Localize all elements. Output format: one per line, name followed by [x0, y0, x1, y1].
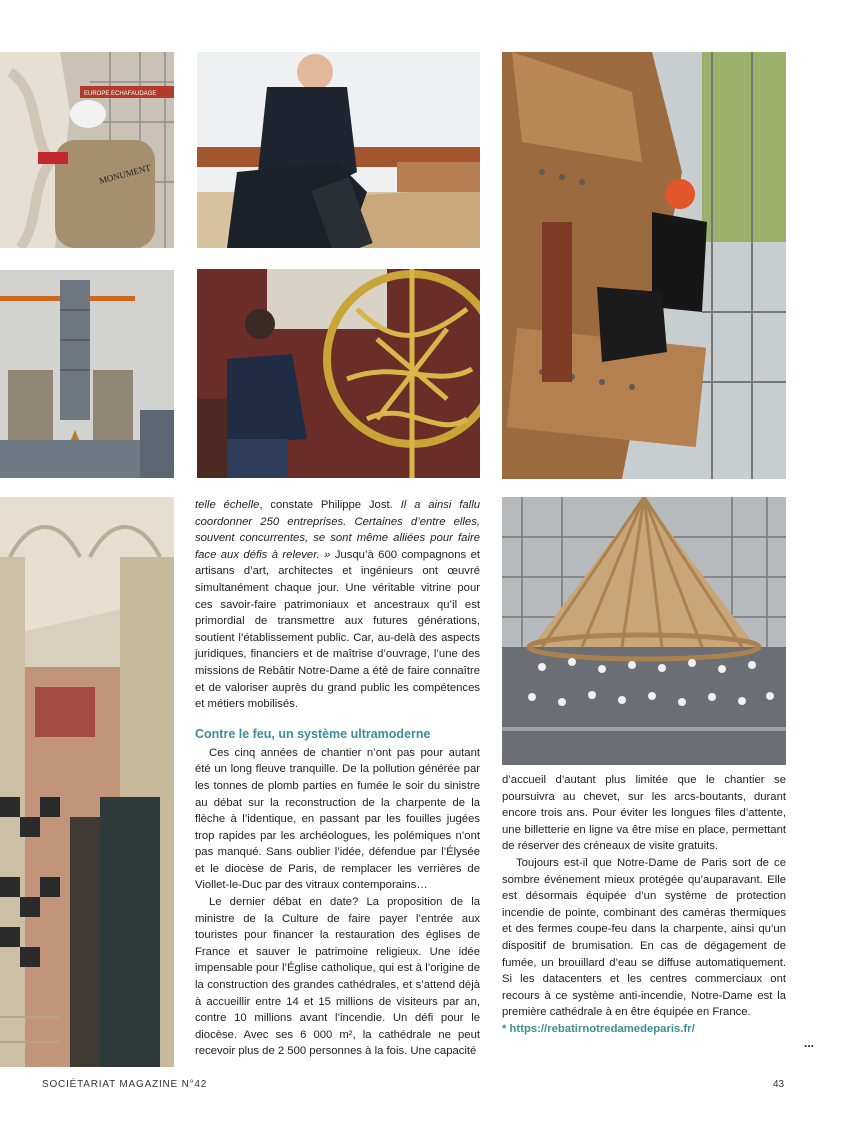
banner-text: EUROPE ECHAFAUDAGE [84, 91, 157, 97]
paragraph-1 [195, 497, 480, 713]
lead-text: , constate Philippe Jost. [259, 499, 401, 511]
paragraph-4: d’accueil d’autant plus limitée que le chantier se poursuivra au chevet, sur les arcs-boutants, durant encore trois ans. Pour éviter les longues files d’attente, une billetterie en ligne va être mise en place, permettant de réserver des créneaux de visite gratuits. [502, 774, 786, 853]
photo-climber [502, 52, 786, 479]
paragraph-5: Toujours est-il que Notre-Dame de Paris sort de ce sombre événement mieux protégée qu’auparavant. Elle est désormais équipée d’un système de protection incendie de pointe, combinant des caméras thermiques et des fermes coupe-feu dans la charpente, ainsi qu’un dispositif de brumisation. En cas de dégagement de fumée, un brouillard d’eau se diffuse automatiquement. Si les datacenters et les centres commerciaux ont recours à ce système anti-incendie, Notre-Dame est la première cathédrale à en être équipée en France. [502, 856, 786, 1019]
paragraph-1-rest: Jusqu’à 600 compagnons et artisans d’art, architectes et ingénieurs ont œuvré simultanément chaque jour. Une véritable vitrine pour ces savoir-faire patrimoniaux et ancestraux qu’il est primordial de transmettre aux futures générations, soutient l’établissement public. Car, au-delà des aspects juridiques, financiers et de maîtrise d’ouvrage, l’une des missions de Rebâtir Notre-Dame a été de faire connaître et de valoriser auprès du grand public les compétences et métiers mobilisés. [195, 548, 480, 711]
photo-chandelier [197, 269, 480, 478]
photo-cathedral-interior [0, 497, 174, 1067]
article-column-2 [502, 772, 786, 1038]
article-column-1 [195, 497, 480, 1060]
section-heading: Contre le feu, un système ultramoderne [195, 726, 431, 741]
quote-text: Il a ainsi fallu coordonner 250 entreprises. Certaines d’entre elles, souvent concurrentes, se sont même alliées pour faire face aux défis à relever. » [195, 499, 480, 561]
photo-sculptor [0, 52, 174, 248]
lead-italic: telle échelle [195, 499, 260, 511]
shirt-logo: MONUMENT [97, 162, 152, 186]
photo-cathedral-scaffold [0, 270, 174, 478]
continue-marker: ... [804, 1036, 815, 1050]
source-link[interactable]: * https://rebatirnotredamedeparis.fr/ [502, 1022, 695, 1035]
paragraph-3: Le dernier débat en date? La proposition de la ministre de la Culture de faire payer l’entrée aux touristes pour financer la restauration des églises de France et sauver le patrimoine religieux. Une idée impensable pour l’Église catholique, qui est à l’origine de la construction des grandes cathédrales, et s’attend déjà à accueillir entre 14 et 15 millions de visiteurs par an, contre 10 millions avant l’incendie. Un défi pour le diocèse. Avec ses 6 000 m², la cathédrale ne peut recevoir plus de 2 500 personnes à la fois. Une capacité [195, 896, 480, 1058]
photo-team-timber [502, 497, 786, 765]
paragraph-2: Ces cinq années de chantier n’ont pas pour autant été un long fleuve tranquille. De la pollution générée par les tonnes de plomb parties en fumée le soir du sinistre au débat sur la reconstruction de la charpente de la flèche à l’identique, en passant par les fouilles jugées trop rapides par les archéologues, les polémiques n’ont pas manqué. Sans oublier l’idée, défendue par l’Élysée et le diocèse de Paris, de remplacer les verrières de Viollet-le-Duc par des vitraux contemporains… [195, 746, 480, 892]
magazine-title: SOCIÉTARIAT MAGAZINE N°42 [42, 1079, 208, 1090]
photo-carpenter [197, 52, 480, 248]
page-number: 43 [773, 1079, 785, 1090]
